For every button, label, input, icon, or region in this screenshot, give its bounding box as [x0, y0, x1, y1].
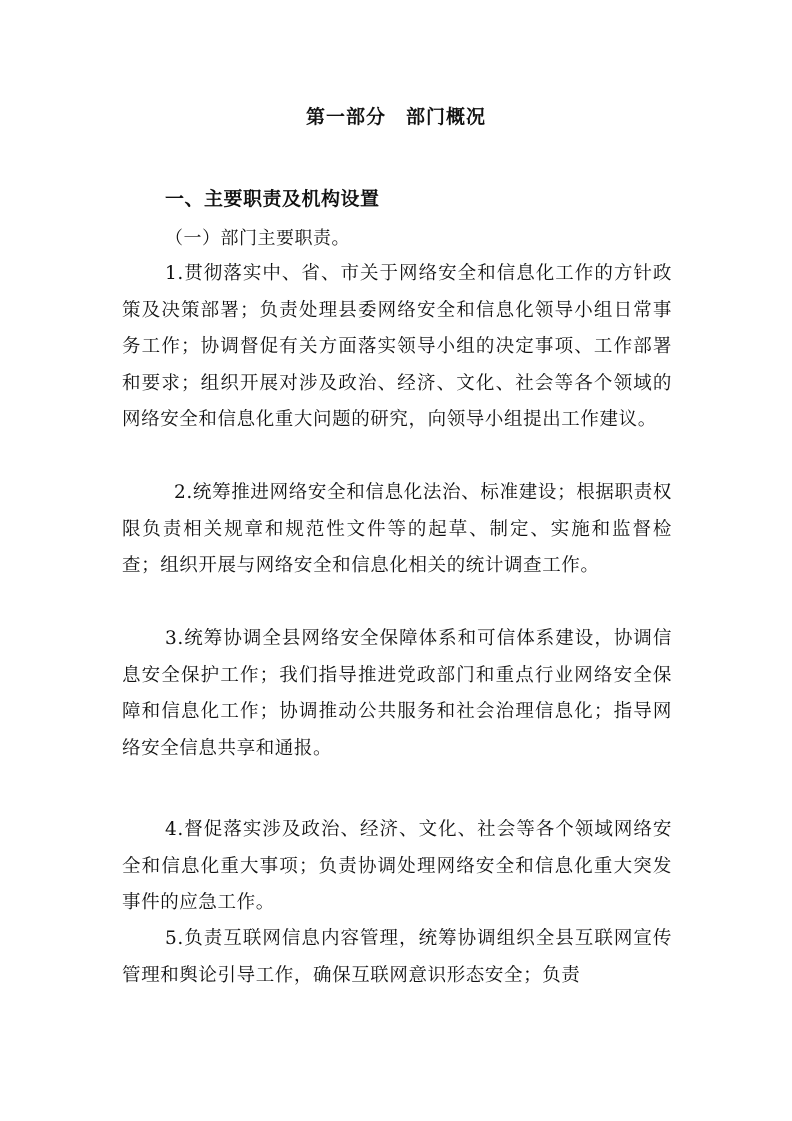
section-heading: 一、主要职责及机构设置	[165, 188, 380, 210]
page-title: 第一部分 部门概况	[305, 106, 486, 128]
paragraph-1: 1.贯彻落实中、省、市关于网络安全和信息化工作的方针政策及决策部署；负责处理县委网络安全和信息化领导小组日常事务工作；协调督促有关方面落实领导小组的决定事项、工作部署和要求；组织开展对涉及政治、经济、文化、社会等各个领域的网络安全和信息化重大问题的研究，向领导小组提出工作建议。	[122, 263, 672, 430]
paragraph-2: 2.统筹推进网络安全和信息化法治、标准建设；根据职责权限负责相关规章和规范性文件等的起草、制定、实施和监督检查；组织开展与网络安全和信息化相关的统计调查工作。	[122, 482, 672, 576]
section-subheading: （一）部门主要职责。	[165, 228, 350, 249]
paragraph-4: 4.督促落实涉及政治、经济、文化、社会等各个领域网络安全和信息化重大事项；负责协调处理网络安全和信息化重大突发事件的应急工作。	[122, 819, 672, 913]
paragraph-3: 3.统筹协调全县网络安全保障体系和可信体系建设，协调信息安全保护工作；我们指导推进党政部门和重点行业网络安全保障和信息化工作；协调推动公共服务和社会治理信息化；指导网络安全信息共享和通报。	[122, 628, 672, 759]
paragraph-5: 5.负责互联网信息内容管理，统筹协调组织全县互联网宣传管理和舆论引导工作，确保互联网意识形态安全；负责	[122, 928, 672, 986]
